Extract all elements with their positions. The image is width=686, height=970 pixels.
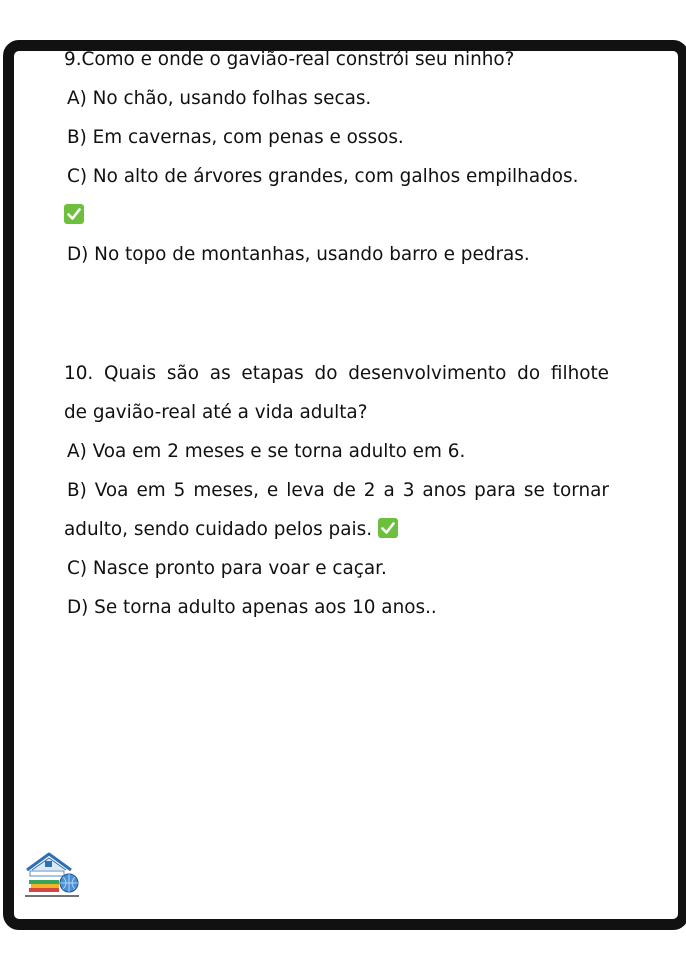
question-10-option-a: A) Voa em 2 meses e se torna adulto em 6.: [67, 441, 466, 462]
question-9-check-row: [64, 196, 609, 235]
school-logo-icon: [23, 850, 81, 900]
question-10-option-c: C) Nasce pronto para voar e caçar.: [67, 558, 387, 579]
question-9-option-d: D) No topo de montanhas, usando barro e pedras.: [67, 244, 530, 265]
question-10-option-b-line-2: [64, 510, 609, 549]
question-9-prompt: 9.Como e onde o gavião-real constrói seu ninho?: [64, 49, 515, 70]
question-9-option-a: A) No chão, usando folhas secas.: [67, 88, 372, 109]
question-9-option-b: B) Em cavernas, com penas e ossos.: [67, 127, 404, 148]
check-mark-icon: [378, 518, 398, 538]
question-9-option-c: C) No alto de árvores grandes, com galhos empilhados.: [67, 166, 579, 187]
question-10-prompt-line-1: 10. Quais são as etapas do desenvolvimento do filhote: [64, 363, 609, 384]
question-10-prompt-line-2: de gavião-real até a vida adulta?: [64, 402, 368, 423]
check-mark-icon: [64, 204, 84, 224]
question-10-option-d: D) Se torna adulto apenas aos 10 anos..: [67, 597, 437, 618]
question-10-option-b-line-1: B) Voa em 5 meses, e leva de 2 a 3 anos para se tornar: [67, 480, 609, 501]
worksheet-content: [64, 40, 609, 627]
question-10-option-b-line-2-text: adulto, sendo cuidado pelos pais.: [64, 519, 373, 540]
section-spacer: [64, 274, 609, 354]
